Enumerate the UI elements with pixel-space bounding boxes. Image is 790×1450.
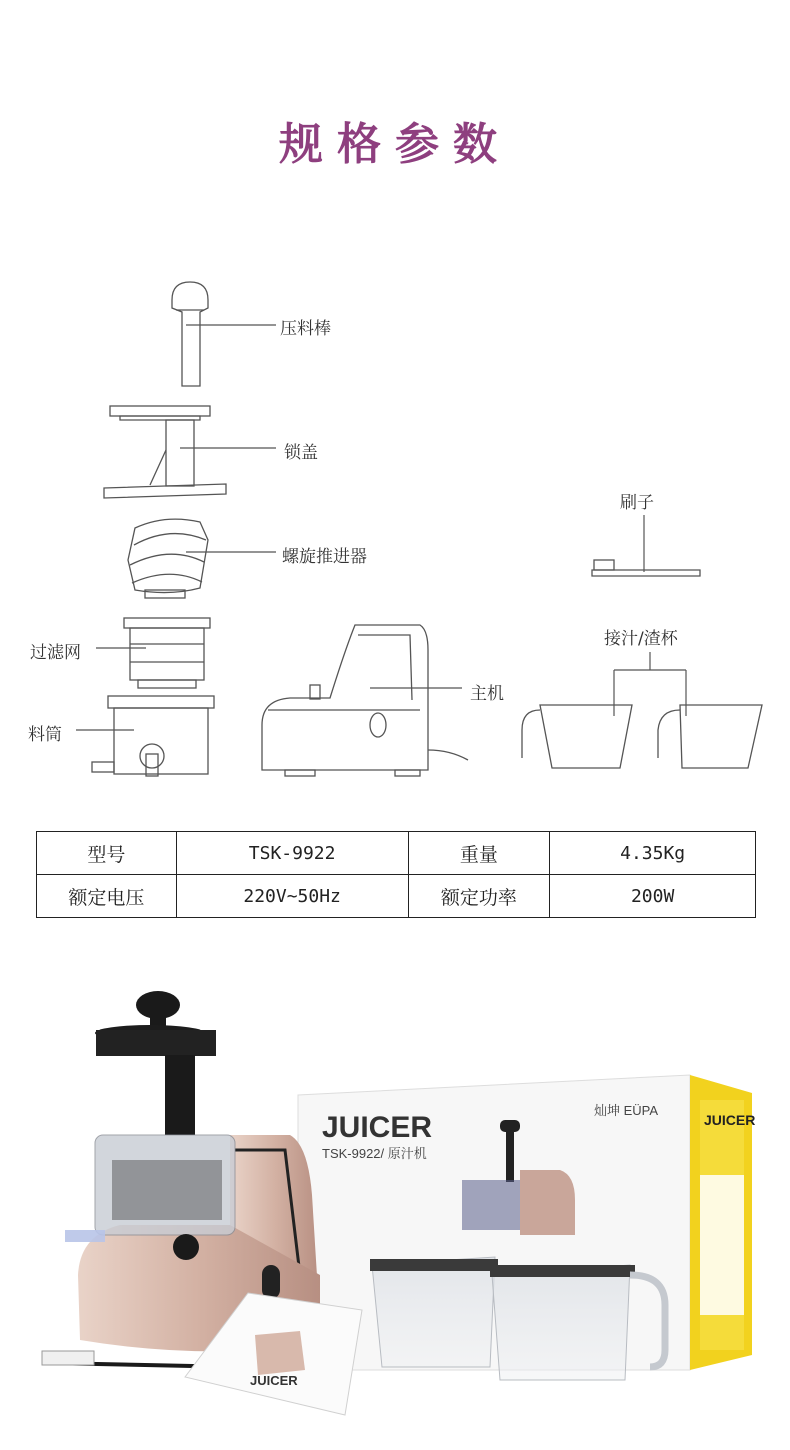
label-filter: 过滤网 bbox=[30, 643, 81, 663]
voltage-label: 额定电压 bbox=[37, 875, 177, 918]
auger-drawing bbox=[128, 519, 208, 598]
table-row bbox=[37, 832, 756, 875]
model-label: 型号 bbox=[37, 832, 177, 875]
weight-label: 重量 bbox=[408, 832, 550, 875]
model-value: TSK-9922 bbox=[176, 832, 408, 875]
label-brush: 刷子 bbox=[620, 493, 654, 513]
box-model-line: TSK-9922/ 原汁机 bbox=[322, 1146, 427, 1161]
label-lid: 锁盖 bbox=[284, 443, 318, 463]
product-photo bbox=[0, 975, 790, 1450]
bowl-drawing bbox=[92, 696, 214, 776]
manual-title: JUICER bbox=[250, 1373, 298, 1388]
table-row bbox=[37, 875, 756, 918]
brush-drawing bbox=[592, 560, 700, 576]
label-cups: 接汁/渣杯 bbox=[604, 629, 678, 649]
label-bowl: 料筒 bbox=[28, 725, 62, 745]
pusher-drawing bbox=[172, 282, 208, 386]
label-auger: 螺旋推进器 bbox=[282, 547, 367, 567]
spec-table bbox=[36, 831, 756, 918]
label-pusher: 压料棒 bbox=[280, 319, 331, 339]
label-base: 主机 bbox=[470, 684, 504, 704]
base-drawing bbox=[262, 625, 468, 776]
box-brand: 灿坤 EÜPA bbox=[594, 1103, 659, 1118]
voltage-value: 220V~50Hz bbox=[176, 875, 408, 918]
power-value: 200W bbox=[550, 875, 756, 918]
page-title: 规格参数 bbox=[279, 119, 511, 170]
weight-value: 4.35Kg bbox=[550, 832, 756, 875]
box-side-headline: JUICER bbox=[704, 1112, 756, 1128]
box-headline: JUICER bbox=[322, 1111, 433, 1144]
parts-diagram bbox=[0, 270, 790, 790]
power-label: 额定功率 bbox=[408, 875, 550, 918]
cups-drawing bbox=[522, 705, 762, 768]
lid-drawing bbox=[104, 406, 226, 498]
filter-drawing bbox=[124, 618, 210, 688]
cups-image bbox=[370, 1257, 665, 1380]
